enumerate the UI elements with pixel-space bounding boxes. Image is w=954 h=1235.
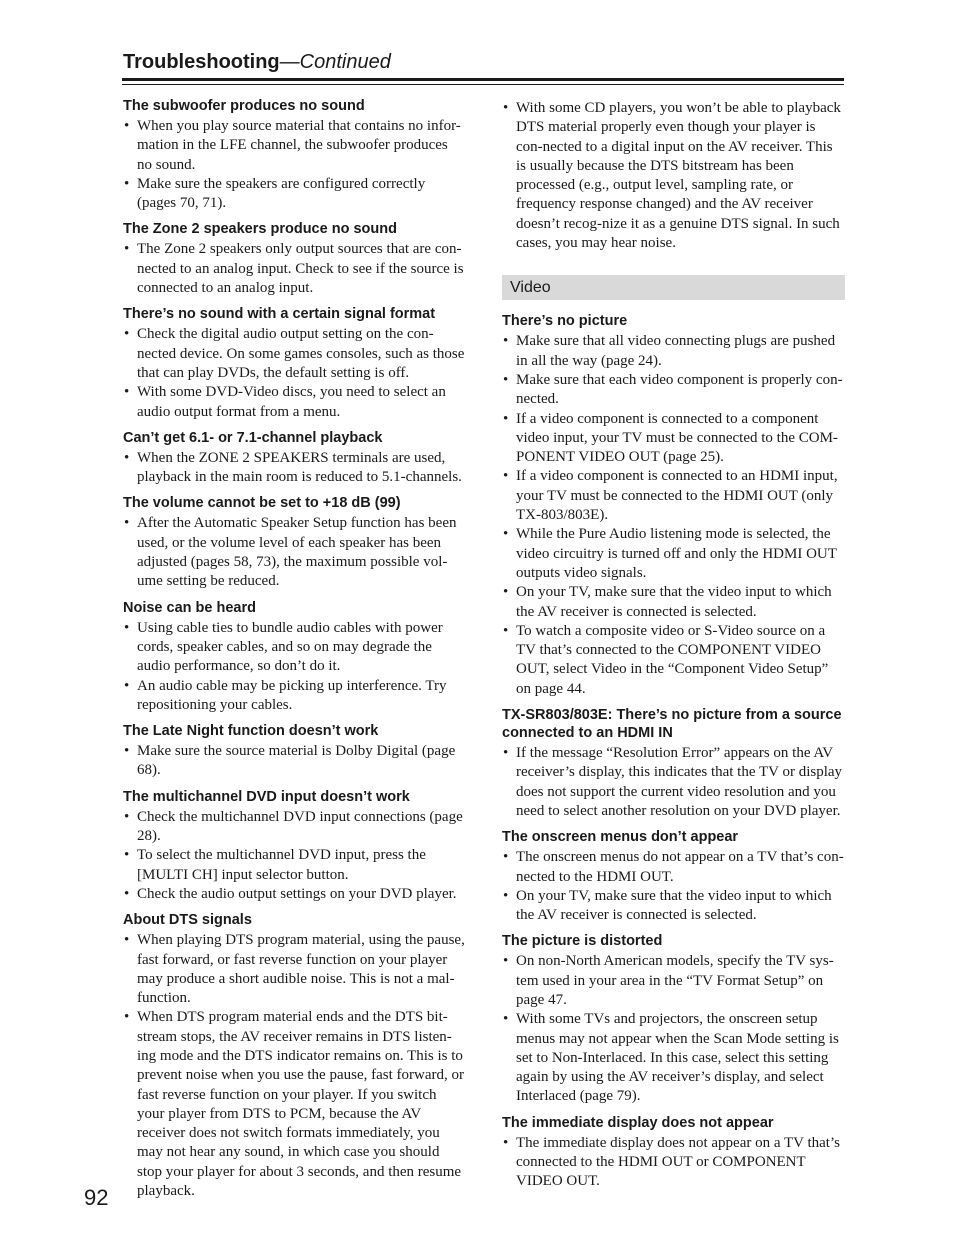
bullet-list <box>502 848 845 925</box>
bullet-list <box>123 325 466 421</box>
troubleshooting-section <box>123 722 466 781</box>
section-heading: TX-SR803/803E: There’s no picture from a source connected to an HDMI IN <box>502 707 842 742</box>
page-title <box>123 48 391 76</box>
page-number: 92 <box>84 1185 109 1210</box>
bullet-list <box>502 744 845 821</box>
list-item: • The Zone 2 speakers only output sources that are con-nected to an analog input. Check to see if the source is connected to an analog input. <box>123 240 466 298</box>
troubleshooting-section <box>123 599 466 715</box>
troubleshooting-section <box>123 494 466 591</box>
bullet-list <box>502 952 845 1106</box>
list-item: • An audio cable may be picking up interference. Try repositioning your cables. <box>123 677 466 716</box>
section-heading: Can’t get 6.1- or 7.1-channel playback <box>123 429 383 446</box>
list-item: • When DTS program material ends and the DTS bit-stream stops, the AV receiver remains in DTS listen-ing mode and the DTS indicator remains on. This is to prevent noise when you use the pause, fast forward, or fast reverse function on your player. If you switch your player from DTS to PCM, because the AV receiver does not switch formats immediately, you may not hear any sound, in which case you should stop your player for about 3 seconds, and then resume playback. <box>123 1008 466 1201</box>
list-item: • Make sure that all video connecting plugs are pushed in all the way (page 24). <box>502 332 845 371</box>
list-item: • When you play source material that contains no infor-mation in the LFE channel, the subwoofer produces no sound. <box>123 117 466 175</box>
list-item: • When the ZONE 2 SPEAKERS terminals are used, playback in the main room is reduced to 5.1-channels. <box>123 449 466 488</box>
section-heading: The multichannel DVD input doesn’t work <box>123 788 410 805</box>
section-heading: Noise can be heard <box>123 599 256 616</box>
list-item: • Check the multichannel DVD input connections (page 28). <box>123 808 466 847</box>
list-item: • After the Automatic Speaker Setup function has been used, or the volume level of each speaker has been adjusted (pages 58, 73), the maximum possible vol-ume setting be reduced. <box>123 514 466 591</box>
list-item: • Check the digital audio output setting on the con-nected device. On some games consoles, such as those that can play DVDs, the default setting is off. <box>123 325 466 383</box>
bullet-list <box>123 449 466 488</box>
bullet-list <box>123 742 466 781</box>
video-section-heading: Video <box>502 275 845 300</box>
section-heading: The volume cannot be set to +18 dB (99) <box>123 495 401 512</box>
header-rule <box>122 78 844 81</box>
troubleshooting-section <box>502 706 845 821</box>
section-heading: The immediate display does not appear <box>502 1114 774 1131</box>
list-item: • On your TV, make sure that the video input to which the AV receiver is connected is selected. <box>502 583 845 622</box>
troubleshooting-section <box>123 788 466 904</box>
left-column <box>123 97 466 1208</box>
section-heading: There’s no sound with a certain signal format <box>123 306 436 323</box>
section-heading: There’s no picture <box>502 313 628 330</box>
bullet-list <box>123 931 466 1201</box>
section-heading: The subwoofer produces no sound <box>123 98 365 114</box>
bullet-list <box>123 619 466 715</box>
bullet-list <box>123 514 466 591</box>
troubleshooting-section <box>502 312 845 699</box>
list-item: • Make sure the source material is Dolby Digital (page 68). <box>123 742 466 781</box>
right-column <box>502 97 845 1199</box>
list-item: • With some DVD-Video discs, you need to select an audio output format from a menu. <box>123 383 466 422</box>
video-sections <box>502 312 845 1191</box>
list-item: • Check the audio output settings on your DVD player. <box>123 885 466 904</box>
list-item: • On your TV, make sure that the video input to which the AV receiver is connected is selected. <box>502 887 845 926</box>
troubleshooting-section <box>123 911 466 1201</box>
bullet-list <box>123 117 466 213</box>
list-item: • The onscreen menus do not appear on a TV that’s con-nected to the HDMI OUT. <box>502 848 845 887</box>
list-item: • The immediate display does not appear on a TV that’s connected to the HDMI OUT or COMPONENT VIDEO OUT. <box>502 1134 845 1192</box>
dts-continued <box>502 99 845 253</box>
header-rule-thin <box>122 84 844 85</box>
section-heading: The Zone 2 speakers produce no sound <box>123 221 397 238</box>
list-item: • Using cable ties to bundle audio cables with power cords, speaker cables, and so on may degrade the audio performance, so don’t do it. <box>123 619 466 677</box>
list-item: • Make sure that each video component is properly con-nected. <box>502 371 845 410</box>
section-heading: The onscreen menus don’t appear <box>502 829 739 846</box>
list-item: • If the message “Resolution Error” appears on the AV receiver’s display, this indicates that the TV or display does not support the current video resolution and you need to select another resolution on your DVD player. <box>502 744 845 821</box>
bullet-list <box>123 240 466 298</box>
troubleshooting-section <box>123 305 466 421</box>
section-heading: The Late Night function doesn’t work <box>123 723 379 740</box>
bullet-list <box>502 332 845 699</box>
bullet-list <box>123 808 466 904</box>
troubleshooting-section <box>123 429 466 488</box>
bullet-list <box>502 1134 845 1192</box>
list-item: • If a video component is connected to an HDMI input, your TV must be connected to the HDMI OUT (only TX-803/803E). <box>502 467 845 525</box>
section-heading: About DTS signals <box>123 912 252 929</box>
list-item: • Make sure the speakers are configured correctly (pages 70, 71). <box>123 175 466 214</box>
troubleshooting-section <box>502 828 845 925</box>
list-item: • To select the multichannel DVD input, press the [MULTI CH] input selector button. <box>123 846 466 885</box>
troubleshooting-section <box>123 97 466 213</box>
list-item: • While the Pure Audio listening mode is selected, the video circuitry is turned off and only the HDMI OUT outputs video signals. <box>502 525 845 583</box>
list-item: • When playing DTS program material, using the pause, fast forward, or fast reverse function on your player may produce a short audible noise. This is not a mal-function. <box>123 931 466 1008</box>
section-heading: The picture is distorted <box>502 933 663 950</box>
list-item: • With some TVs and projectors, the onscreen setup menus may not appear when the Scan Mode setting is set to Non-Interlaced. In this case, select this setting again by using the AV receiver’s display, and select Interlaced (page 79). <box>502 1010 845 1106</box>
list-item: • With some CD players, you won’t be able to playback DTS material properly even though your player is con-nected to a digital input on the AV receiver. This is usually because the DTS bitstream has been processed (e.g., output level, sampling rate, or frequency response changed) and the AV receiver doesn’t recog-nize it as a genuine DTS signal. In such cases, you may hear noise. <box>502 99 845 253</box>
troubleshooting-section <box>123 220 466 298</box>
list-item: • On non-North American models, specify the TV sys-tem used in your area in the “TV Format Setup” on page 47. <box>502 952 845 1010</box>
list-item: • To watch a composite video or S-Video source on a TV that’s connected to the COMPONENT VIDEO OUT, select Video in the “Component Video Setup” on page 44. <box>502 622 845 699</box>
title-continued: —Continued <box>279 51 391 73</box>
list-item: • If a video component is connected to a component video input, your TV must be connected to the COM-PONENT VIDEO OUT (page 25). <box>502 410 845 468</box>
troubleshooting-section <box>502 932 845 1106</box>
troubleshooting-section <box>502 1114 845 1192</box>
title-main: Troubleshooting <box>123 51 280 73</box>
